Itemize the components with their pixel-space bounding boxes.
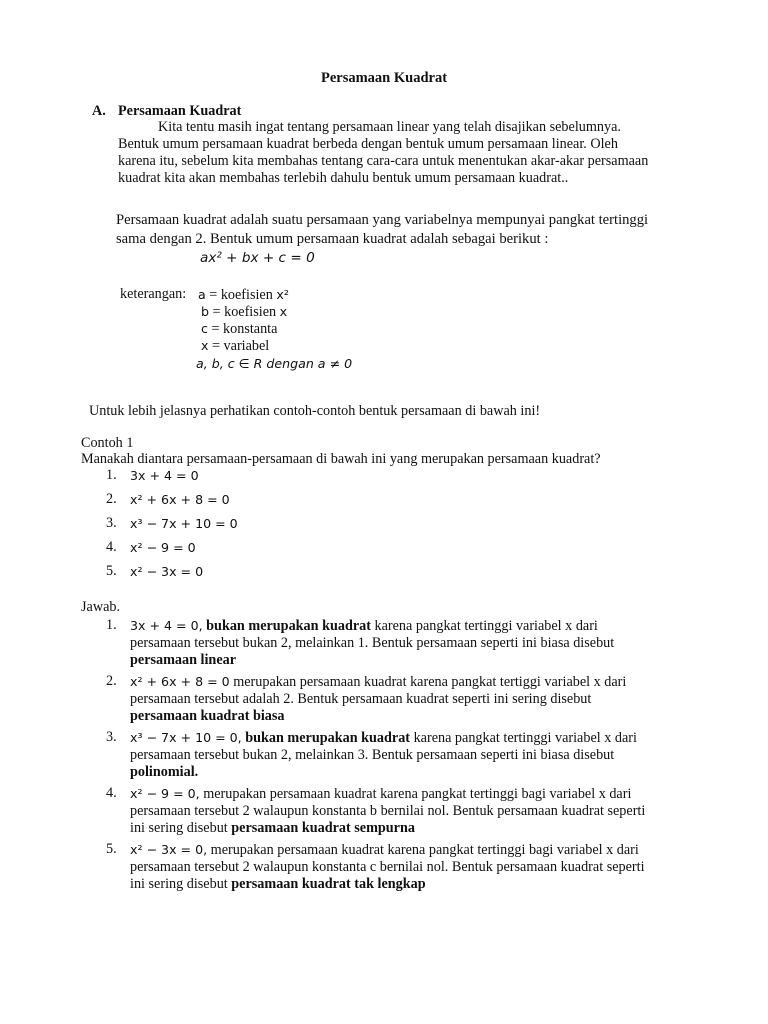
answer-item: x² − 3x = 0, merupakan persamaan kuadrat karena pangkat tertinggi bagi variabel x dari persamaan tersebut 2 walaupun konstanta c bernilai nol. Bentuk persamaan kuadrat seperti ini sering disebut persamaan kuadrat tak lengkap — [130, 842, 645, 892]
answer-number: 4. — [106, 785, 117, 801]
equation: x³ − 7x + 10 = 0 — [130, 516, 238, 531]
equation: x² − 9 = 0 — [130, 540, 196, 555]
intro-paragraph — [118, 119, 684, 187]
intro-line: kuadrat kita akan membahas terlebih dahulu bentuk umum persamaan kuadrat.. — [118, 170, 569, 186]
example-note: Untuk lebih jelasnya perhatikan contoh-contoh bentuk persamaan di bawah ini! — [89, 403, 541, 419]
intro-line: Kita tentu masih ingat tentang persamaan linear yang telah disajikan sebelumnya. — [158, 119, 621, 135]
section-heading: Persamaan Kuadrat — [118, 103, 242, 119]
equation: x² + 6x + 8 = 0 — [130, 492, 230, 507]
keterangan-item: a = koefisien x² — [198, 287, 289, 303]
answer-item: x² − 9 = 0, merupakan persamaan kuadrat karena pangkat tertinggi bagi variabel x dari persamaan tersebut 2 walaupun konstanta b bernilai nol. Bentuk persamaan kuadrat seperti ini sering disebut persamaan kuadrat sempurna — [130, 786, 646, 836]
example-label: Contoh 1 — [81, 435, 134, 451]
keterangan-item: x = variabel — [201, 338, 270, 354]
page-title: Persamaan Kuadrat — [320, 70, 448, 86]
list-item: 4. x² − 9 = 0 — [106, 539, 196, 555]
definition-line: sama dengan 2. Bentuk umum persamaan kuadrat adalah sebagai berikut : — [116, 231, 549, 247]
answer-number: 5. — [106, 841, 117, 857]
list-item: 1. 3x + 4 = 0 — [106, 467, 199, 483]
answer-item: 3x + 4 = 0, bukan merupakan kuadrat karena pangkat tertinggi variabel x dari persamaan tersebut bukan 2, melainkan 1. Bentuk persamaan seperti ini biasa disebut persamaan linear — [130, 618, 615, 668]
keterangan-item: b = koefisien x — [201, 304, 288, 320]
answer-item: x² + 6x + 8 = 0 merupakan persamaan kuadrat karena pangkat tertiggi variabel x dari persamaan tersebut adalah 2. Bentuk persamaan kuadrat seperti ini sering disebut persamaan kuadrat biasa — [130, 674, 627, 724]
intro-line: karena itu, sebelum kita membahas tentang cara-cara untuk menentukan akar-akar persamaan — [118, 153, 649, 169]
intro-line: Bentuk umum persamaan kuadrat berbeda dengan bentuk umum persamaan linear. Oleh — [118, 136, 618, 152]
section-letter: A. — [92, 103, 106, 119]
example-list — [81, 467, 681, 587]
keterangan-item: c = konstanta — [201, 321, 278, 337]
answer-number: 1. — [106, 617, 117, 633]
answer-number: 3. — [106, 729, 117, 745]
answer-label: Jawab. — [81, 599, 121, 615]
equation: 3x + 4 = 0 — [130, 468, 199, 483]
keterangan-label: keterangan: — [120, 286, 187, 302]
list-item: 2. x² + 6x + 8 = 0 — [106, 491, 230, 507]
equation: x² − 3x = 0 — [130, 564, 204, 579]
list-item: 5. x² − 3x = 0 — [106, 563, 204, 579]
definition-line: Persamaan kuadrat adalah suatu persamaan yang variabelnya mempunyai pangkat tertinggi — [116, 212, 649, 228]
example-question: Manakah diantara persamaan-persamaan di bawah ini yang merupakan persamaan kuadrat? — [81, 451, 601, 467]
answer-number: 2. — [106, 673, 117, 689]
list-item: 3. x³ − 7x + 10 = 0 — [106, 515, 238, 531]
definition-paragraph — [116, 211, 686, 249]
answer-item: x³ − 7x + 10 = 0, bukan merupakan kuadrat karena pangkat tertinggi variabel x dari persamaan tersebut bukan 2, melainkan 3. Bentuk persamaan seperti ini biasa disebut polinomial. — [130, 730, 637, 780]
general-formula: ax² + bx + c = 0 — [200, 250, 315, 266]
keterangan-condition: a, b, c ∈ R dengan a ≠ 0 — [196, 356, 353, 371]
